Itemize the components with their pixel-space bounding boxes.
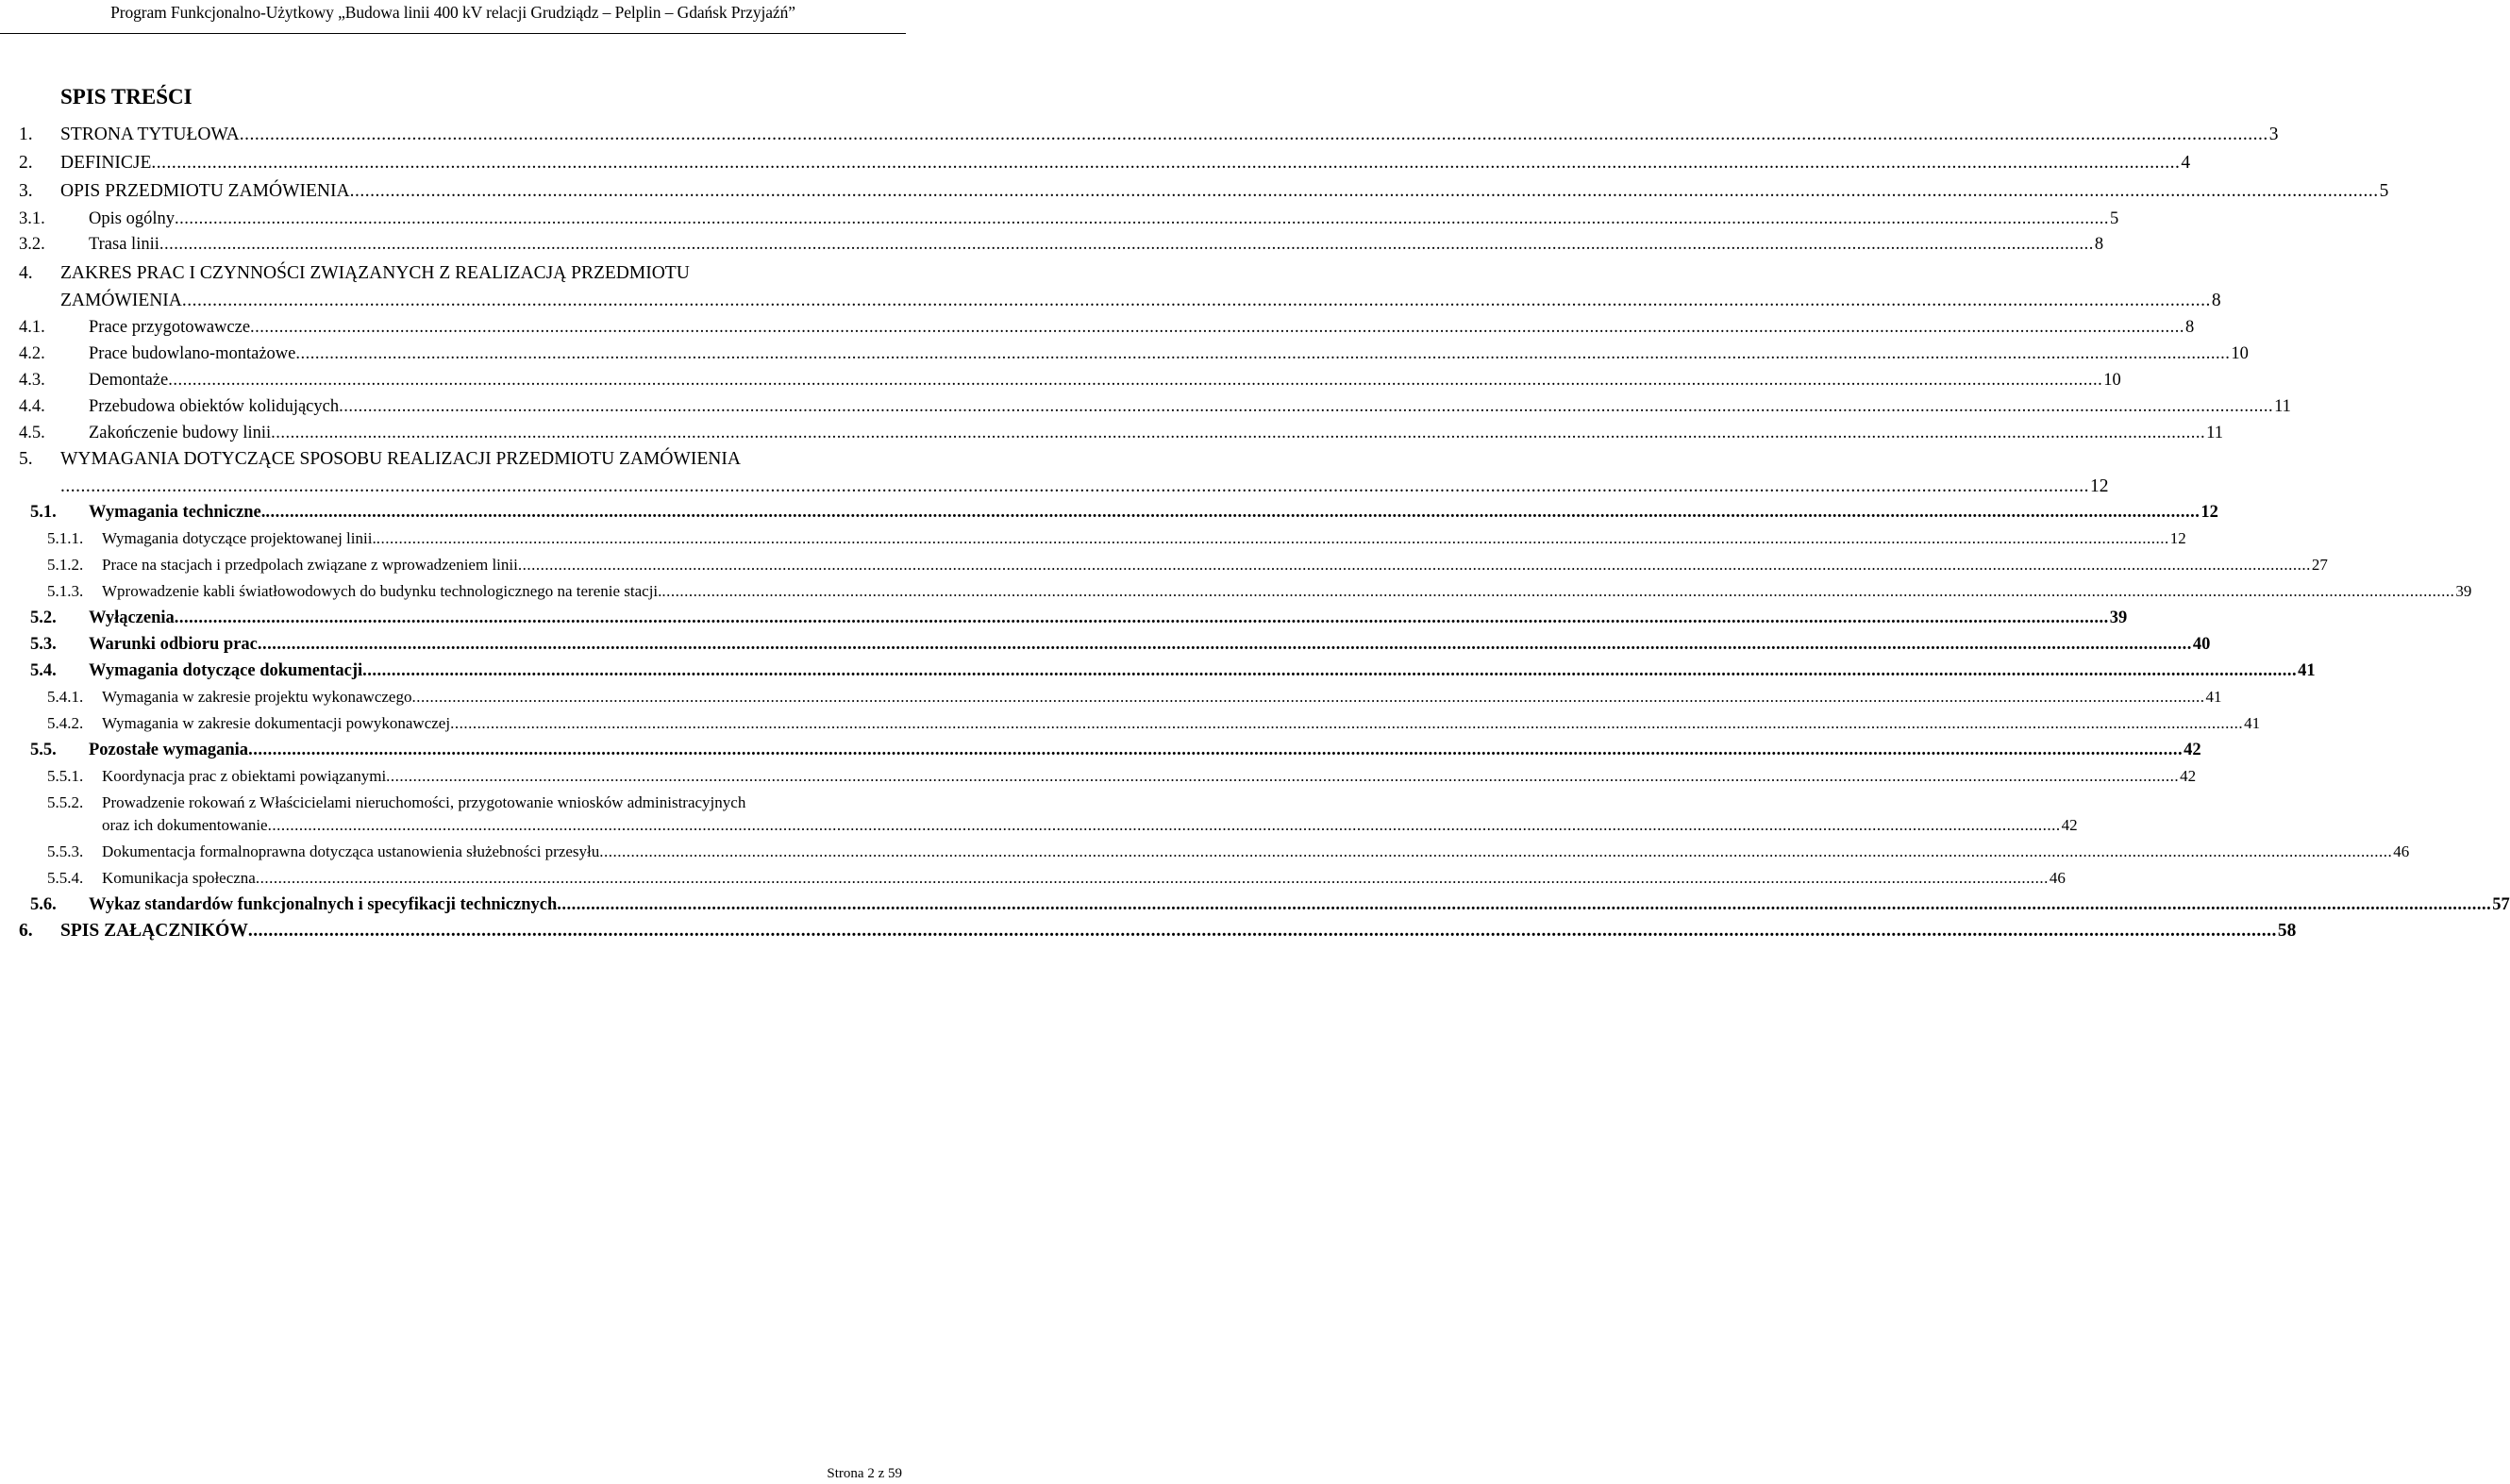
toc-entry-line [89,631,2211,658]
toc-entry-number: 3. [19,181,33,201]
toc-entry-line [60,150,2191,176]
toc-entry-number: 4.4. [19,397,45,416]
toc-page-number: 8 [2185,318,2195,337]
toc-entry[interactable] [0,206,2119,232]
toc-entry[interactable] [0,865,2066,892]
toc-entry-title: ZAMÓWIENIA [60,291,182,310]
toc-entry-title: Opis ogólny [89,209,175,228]
toc-entry-number: 5.5.4. [47,869,84,887]
toc-entry[interactable] [0,341,2249,367]
toc-page-number: 58 [2277,921,2297,941]
dot-leader: ................................................................................................................................................................................................................................................................................................................................................................................................................ [168,371,2103,390]
toc-entry[interactable] [0,658,2316,684]
toc-entry-title: Prowadzenie rokowań z Właścicielami nieruchomości, przygotowanie wniosków administracyjnych [102,793,746,811]
dot-leader: ................................................................................................................................................................................................................................................................................................................................................................................................................ [349,181,2379,201]
toc-entry[interactable] [0,150,2191,176]
toc-entry-number: 5.1. [30,503,57,522]
toc-page-number: 12 [2200,503,2218,522]
toc-entry-number: 5.4.2. [47,714,84,732]
toc-entry-line [89,605,2128,631]
toc-entry[interactable] [0,839,2410,865]
toc-entry[interactable] [0,499,2218,525]
toc-entry-title: Wymagania dotyczące projektowanej linii. [102,529,376,547]
toc-entry-title: Prace przygotowawcze [89,318,251,337]
toc-entry-number: 5.5.2. [47,793,84,811]
toc-entry-line [89,341,2249,367]
dot-leader: ................................................................................................................................................................................................................................................................................................................................................................................................................ [174,609,2109,627]
toc-entry-line [60,178,2389,205]
toc-page-number: 39 [2109,609,2128,627]
page-footer: Strona 2 z 59 [827,1466,902,1481]
dot-leader: ................................................................................................................................................................................................................................................................................................................................................................................................................ [599,842,2393,860]
toc-page-number: 4 [2181,153,2191,173]
toc-entry-title: Wyłączenia [89,609,175,627]
toc-entry-number: 3.2. [19,235,45,254]
toc-entry-title: Wymagania w zakresie projektu wykonawczego [102,688,412,706]
toc-entry-number: 5.1.3. [47,582,84,600]
toc-entry-line [89,499,2218,525]
toc-entry[interactable] [0,446,2109,496]
toc-page-number: 41 [2298,661,2316,680]
toc-entry-title: Prace na stacjach i przedpolach związane z wprowadzeniem linii [102,556,518,574]
toc-entry[interactable] [0,790,2078,834]
toc-entry-title: oraz ich dokumentowanie [102,816,268,834]
toc-entry[interactable] [0,918,2297,944]
dot-leader: ................................................................................................................................................................................................................................................................................................................................................................................................................ [257,635,2192,654]
dot-leader: ................................................................................................................................................................................................................................................................................................................................................................................................................ [271,424,2206,442]
dot-leader: ................................................................................................................................................................................................................................................................................................................................................................................................................ [362,661,2298,680]
toc-entry-title: STRONA TYTUŁOWA [60,125,240,144]
toc-entry-number: 5. [19,449,33,469]
toc-entry-title: Wymagania w zakresie dokumentacji powykonawczej [102,714,451,732]
toc-page-number: 42 [2184,741,2201,759]
toc-entry[interactable] [0,122,2279,148]
toc-entry-line [102,710,2261,737]
toc-page-number: 10 [2231,344,2249,363]
toc-entry-line [89,367,2121,393]
dot-leader: ................................................................................................................................................................................................................................................................................................................................................................................................................ [239,125,2268,144]
toc-entry-title: Zakończenie budowy linii [89,424,272,442]
toc-entry-number: 6. [19,921,33,941]
toc-entry-title: Wykaz standardów funkcjonalnych i specyfikacji technicznych [89,895,558,914]
toc-entry-number: 5.5.1. [47,767,84,785]
toc-entry-number: 5.6. [30,895,57,914]
toc-page-number: 27 [2311,556,2328,574]
toc-entry-number: 5.4.1. [47,688,84,706]
toc-entry-title: Pozostałe wymagania [89,741,249,759]
toc-entry-number: 5.1.1. [47,529,84,547]
dot-leader: ................................................................................................................................................................................................................................................................................................................................................................................................................ [151,153,2181,173]
toc-page-number: 42 [2180,767,2197,785]
dot-leader: ................................................................................................................................................................................................................................................................................................................................................................................................................ [376,529,2169,547]
toc-entry[interactable] [0,605,2128,631]
toc-heading: SPIS TREŚCI [60,85,192,108]
toc-page-number: 8 [2211,291,2221,310]
toc-entry-number: 1. [19,125,33,144]
toc-entry-continuation [60,474,2109,500]
toc-entry-number: 4.5. [19,424,45,442]
toc-entry[interactable] [0,314,2195,341]
toc-entry-title: SPIS ZAŁĄCZNIKÓW [60,921,248,941]
toc-entry[interactable] [0,178,2389,205]
toc-page-number: 39 [2455,582,2472,600]
toc-entry-number: 3.1. [19,209,45,228]
toc-page-number: 46 [2393,842,2410,860]
toc-entry[interactable] [0,393,2291,420]
toc-entry-line [60,122,2279,148]
toc-entry-title: Demontaże [89,371,169,390]
toc-entry-line [102,552,2328,578]
toc-entry-title: Trasa linii [89,235,159,254]
toc-entry-title: Przebudowa obiektów kolidujących [89,397,340,416]
page-header [0,0,906,34]
dot-leader: ................................................................................................................................................................................................................................................................................................................................................................................................................ [411,688,2205,706]
toc-entry-number: 4.1. [19,318,45,337]
toc-entry[interactable] [0,631,2211,658]
toc-entry[interactable] [0,578,2472,605]
dot-leader: ................................................................................................................................................................................................................................................................................................................................................................................................................ [661,582,2455,600]
dot-leader: ................................................................................................................................................................................................................................................................................................................................................................................................................ [295,344,2231,363]
toc-page-number: 41 [2205,688,2222,706]
toc-entry-line [102,839,2410,865]
dot-leader: ................................................................................................................................................................................................................................................................................................................................................................................................................ [60,476,2089,496]
dot-leader: ................................................................................................................................................................................................................................................................................................................................................................................................................ [174,209,2109,228]
toc-page-number: 8 [2094,235,2104,254]
toc-entry-line [102,684,2222,710]
dot-leader: ................................................................................................................................................................................................................................................................................................................................................................................................................ [250,318,2185,337]
toc-page-number: 46 [2049,869,2066,887]
toc-entry[interactable] [0,231,2104,258]
toc-entry-line [89,231,2104,258]
toc-page-number: 11 [2206,424,2223,442]
dot-leader: ................................................................................................................................................................................................................................................................................................................................................................................................................ [386,767,2180,785]
toc-entry-number: 5.3. [30,635,57,654]
toc-page-number: 5 [2379,181,2389,201]
toc-entry-line [89,892,2510,918]
toc-entry-title: WYMAGANIA DOTYCZĄCE SPOSOBU REALIZACJI PRZEDMIOTU ZAMÓWIENIA [60,449,741,469]
toc-entry-line [89,737,2201,763]
toc-entry-title: Prace budowlano-montażowe [89,344,296,363]
toc-page-number: 5 [2109,209,2119,228]
toc-entry-number: 2. [19,153,33,173]
dot-leader: ................................................................................................................................................................................................................................................................................................................................................................................................................ [517,556,2311,574]
dot-leader: ................................................................................................................................................................................................................................................................................................................................................................................................................ [450,714,2244,732]
dot-leader: ................................................................................................................................................................................................................................................................................................................................................................................................................ [181,291,2211,310]
toc-entry-title: Komunikacja społeczna [102,869,256,887]
toc-page-number: 3 [2268,125,2279,144]
toc-entry-line [102,578,2472,605]
dot-leader: ................................................................................................................................................................................................................................................................................................................................................................................................................ [159,235,2094,254]
toc-page-number: 41 [2244,714,2261,732]
dot-leader: ................................................................................................................................................................................................................................................................................................................................................................................................................ [247,921,2277,941]
toc-page-number: 42 [2061,816,2078,834]
toc-page-number: 12 [2090,476,2109,496]
toc-entry-number: 4.2. [19,344,45,363]
toc-entry-title: DEFINICJE [60,153,152,173]
toc-entry-number: 4. [19,263,33,283]
toc-page-number: 12 [2169,529,2186,547]
toc-entry-number: 5.1.2. [47,556,84,574]
toc-entry-title: Dokumentacja formalnoprawna dotycząca ustanowienia służebności przesyłu [102,842,600,860]
toc-entry[interactable] [0,260,2221,310]
toc-entry[interactable] [0,367,2121,393]
toc-entry-continuation [102,812,2078,839]
toc-page-number: 11 [2274,397,2291,416]
toc-entry[interactable] [0,684,2222,710]
toc-entry-number: 5.2. [30,609,57,627]
toc-entry[interactable] [0,420,2223,446]
dot-leader: ................................................................................................................................................................................................................................................................................................................................................................................................................ [557,895,2492,914]
toc-page-number: 57 [2492,895,2510,914]
toc-page-number: 10 [2103,371,2121,390]
toc-entry-title: Wymagania dotyczące dokumentacji [89,661,363,680]
toc-entry-title: OPIS PRZEDMIOTU ZAMÓWIENIA [60,181,350,201]
toc-entry-title: Warunki odbioru prac [89,635,258,654]
toc-entry-line [89,658,2316,684]
toc-entry-number: 5.5.3. [47,842,84,860]
toc-entry-title: Wprowadzenie kabli światłowodowych do budynku technologicznego na terenie stacji. [102,582,662,600]
dot-leader: ................................................................................................................................................................................................................................................................................................................................................................................................................ [265,503,2200,522]
dot-leader: ................................................................................................................................................................................................................................................................................................................................................................................................................ [267,816,2061,834]
toc-entry[interactable] [0,525,2186,552]
toc-entry[interactable] [0,737,2201,763]
toc-entry-title: Koordynacja prac z obiektami powiązanymi [102,767,387,785]
dot-leader: ................................................................................................................................................................................................................................................................................................................................................................................................................ [248,741,2184,759]
toc-entry[interactable] [0,710,2261,737]
toc-entry-line [102,763,2197,790]
toc-entry-continuation [60,288,2221,314]
toc-entry-title: Wymagania techniczne. [89,503,266,522]
toc-entry-number: 4.3. [19,371,45,390]
toc-entry[interactable] [0,763,2197,790]
header-title: Program Funkcjonalno-Użytkowy „Budowa linii 400 kV relacji Grudziądz – Pelplin – Gdańsk Przyjaźń” [110,3,795,22]
toc-entry[interactable] [0,552,2328,578]
toc-entry-line [89,393,2291,420]
toc-entry-title: ZAKRES PRAC I CZYNNOŚCI ZWIĄZANYCH Z REALIZACJĄ PRZEDMIOTU [60,263,690,283]
toc-entry-line [60,918,2297,944]
dot-leader: ................................................................................................................................................................................................................................................................................................................................................................................................................ [255,869,2049,887]
toc-entry-number: 5.5. [30,741,57,759]
toc-entry[interactable] [0,892,2510,918]
toc-entry-line [102,525,2186,552]
toc-entry-line [89,314,2195,341]
toc-entry-line [89,420,2223,446]
toc-entry-number: 5.4. [30,661,57,680]
toc-entry-line [89,206,2119,232]
toc-entry-line [102,865,2066,892]
toc-page-number: 40 [2192,635,2211,654]
dot-leader: ................................................................................................................................................................................................................................................................................................................................................................................................................ [339,397,2274,416]
